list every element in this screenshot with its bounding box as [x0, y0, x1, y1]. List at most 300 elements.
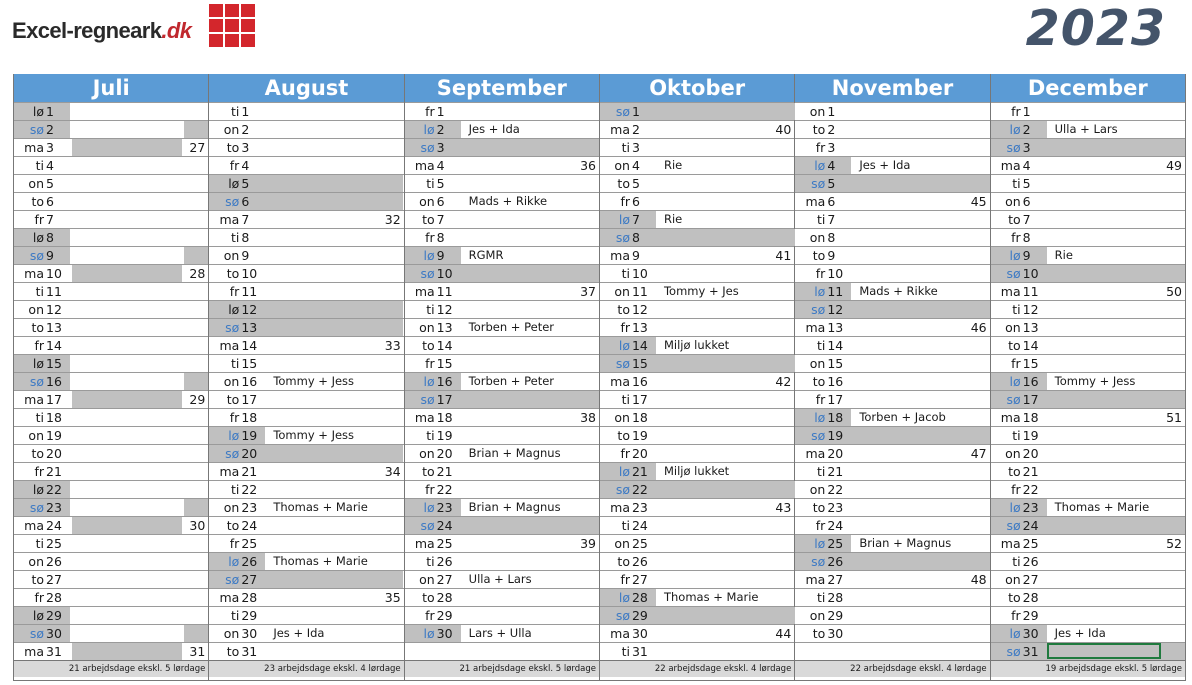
day-number: 18 — [631, 410, 648, 425]
day-number: 26 — [1022, 554, 1039, 569]
day-row[interactable] — [600, 480, 794, 498]
day-row[interactable] — [14, 570, 208, 588]
day-row[interactable] — [209, 192, 403, 210]
day-row[interactable] — [14, 210, 208, 228]
day-row[interactable] — [405, 552, 599, 570]
month-header[interactable]: September — [405, 74, 599, 102]
month-header[interactable]: Juli — [14, 74, 208, 102]
day-row[interactable] — [991, 390, 1185, 408]
day-row[interactable] — [991, 102, 1185, 120]
day-row[interactable] — [600, 642, 794, 660]
day-row[interactable] — [600, 246, 794, 264]
day-number: 11 — [1022, 284, 1039, 299]
day-row[interactable] — [405, 102, 599, 120]
day-row[interactable] — [14, 372, 208, 390]
day-row[interactable] — [405, 354, 599, 372]
day-row[interactable] — [14, 174, 208, 192]
day-row[interactable] — [14, 228, 208, 246]
day-row[interactable] — [209, 552, 403, 570]
day-row[interactable] — [14, 624, 208, 642]
day-row[interactable] — [991, 156, 1185, 174]
day-row[interactable] — [14, 642, 208, 660]
day-row[interactable] — [14, 336, 208, 354]
day-row[interactable] — [14, 120, 208, 138]
day-row[interactable] — [405, 120, 599, 138]
day-row[interactable] — [795, 534, 989, 552]
day-list — [405, 102, 599, 660]
day-row[interactable] — [14, 390, 208, 408]
day-number: 29 — [46, 608, 62, 623]
day-number: 22 — [436, 482, 453, 497]
day-row[interactable] — [405, 534, 599, 552]
weekday-label: to — [226, 266, 240, 281]
day-row[interactable] — [405, 570, 599, 588]
day-row[interactable] — [991, 192, 1185, 210]
day-row[interactable] — [14, 102, 208, 120]
weekday-label: on — [419, 320, 435, 335]
day-row[interactable] — [600, 390, 794, 408]
day-row[interactable] — [209, 354, 403, 372]
day-number: 13 — [827, 320, 844, 335]
day-row[interactable] — [405, 372, 599, 390]
day-row[interactable] — [405, 282, 599, 300]
weekday-label: ti — [621, 392, 630, 407]
day-number: 5 — [1022, 176, 1031, 191]
day-row[interactable] — [795, 192, 989, 210]
day-row[interactable] — [795, 174, 989, 192]
day-row[interactable] — [209, 444, 403, 462]
weekday-label: ma — [610, 122, 630, 137]
day-note: Miljø lukket — [663, 464, 730, 478]
day-row[interactable] — [14, 282, 208, 300]
day-row[interactable] — [991, 228, 1185, 246]
weekday-label: sø — [420, 392, 435, 407]
weekday-label: sø — [29, 500, 44, 515]
day-row[interactable] — [795, 480, 989, 498]
day-row[interactable] — [405, 444, 599, 462]
day-row[interactable] — [405, 642, 599, 660]
weekday-label: fr — [815, 392, 826, 407]
day-number: 23 — [46, 500, 62, 515]
week-number: 49 — [1166, 158, 1182, 173]
day-row[interactable] — [991, 138, 1185, 156]
weekday-label: on — [1005, 572, 1021, 587]
day-number: 21 — [241, 464, 258, 479]
day-row[interactable] — [209, 498, 403, 516]
day-note: Jes + Ida — [468, 122, 520, 136]
week-number: 30 — [189, 518, 206, 533]
day-row[interactable] — [405, 588, 599, 606]
day-row[interactable] — [405, 408, 599, 426]
day-row[interactable] — [991, 516, 1185, 534]
day-row[interactable] — [209, 588, 403, 606]
day-row[interactable] — [14, 246, 208, 264]
day-row[interactable] — [14, 606, 208, 624]
day-number: 13 — [241, 320, 258, 335]
weekday-label: on — [223, 500, 240, 515]
day-row[interactable] — [600, 228, 794, 246]
day-number: 28 — [827, 590, 844, 605]
day-note: Ulla + Lars — [468, 572, 532, 586]
day-row[interactable] — [991, 264, 1185, 282]
weekday-label: sø — [1006, 266, 1021, 281]
day-row[interactable] — [600, 624, 794, 642]
day-row[interactable] — [991, 624, 1185, 642]
day-row[interactable] — [795, 498, 989, 516]
day-row[interactable] — [209, 372, 403, 390]
day-row[interactable] — [600, 138, 794, 156]
day-row[interactable] — [991, 534, 1185, 552]
day-row[interactable] — [600, 120, 794, 138]
weekday-label: on — [419, 194, 435, 209]
workdays-footer: 21 arbejdsdage ekskl. 5 lørdage — [405, 660, 599, 677]
day-row[interactable] — [209, 210, 403, 228]
day-row[interactable] — [795, 588, 989, 606]
day-row[interactable] — [14, 480, 208, 498]
day-number: 15 — [436, 356, 453, 371]
day-row[interactable] — [795, 462, 989, 480]
weekday-label: fr — [1011, 104, 1021, 119]
day-number: 21 — [631, 464, 648, 479]
day-row[interactable] — [991, 588, 1185, 606]
day-row[interactable] — [795, 336, 989, 354]
weekday-label: sø — [615, 608, 630, 623]
day-row[interactable] — [795, 570, 989, 588]
weekday-label: to — [617, 554, 630, 569]
day-row[interactable] — [405, 318, 599, 336]
weekend-bar — [1047, 517, 1185, 534]
weekday-label: ma — [1000, 284, 1021, 299]
day-number: 29 — [241, 608, 258, 623]
weekday-label: ma — [414, 536, 435, 551]
day-row[interactable] — [991, 372, 1185, 390]
day-row[interactable] — [14, 300, 208, 318]
weekday-label: lø — [423, 626, 435, 641]
day-row[interactable] — [991, 336, 1185, 354]
weekday-label: fr — [229, 536, 240, 551]
day-row[interactable] — [600, 282, 794, 300]
day-row[interactable] — [405, 300, 599, 318]
day-row[interactable] — [991, 498, 1185, 516]
day-row[interactable] — [991, 174, 1185, 192]
day-row[interactable] — [209, 642, 403, 660]
day-row[interactable] — [795, 606, 989, 624]
day-row[interactable] — [795, 300, 989, 318]
day-number: 18 — [241, 410, 258, 425]
day-row[interactable] — [795, 228, 989, 246]
day-number: 6 — [46, 194, 54, 209]
weekday-label: ma — [414, 284, 435, 299]
day-row[interactable] — [991, 444, 1185, 462]
day-row[interactable] — [795, 282, 989, 300]
day-row[interactable] — [795, 102, 989, 120]
weekday-label: to — [422, 590, 435, 605]
day-row[interactable] — [600, 102, 794, 120]
month-header[interactable]: December — [991, 74, 1185, 102]
day-row[interactable] — [600, 318, 794, 336]
day-number: 23 — [631, 500, 648, 515]
day-row[interactable] — [209, 462, 403, 480]
day-number: 7 — [46, 212, 54, 227]
day-row[interactable] — [14, 156, 208, 174]
day-row[interactable] — [795, 246, 989, 264]
day-row[interactable] — [14, 588, 208, 606]
day-row[interactable] — [14, 534, 208, 552]
day-row[interactable] — [795, 372, 989, 390]
day-row[interactable] — [405, 138, 599, 156]
day-row[interactable] — [991, 408, 1185, 426]
workdays-footer: 23 arbejdsdage ekskl. 4 lørdage — [209, 660, 403, 677]
day-number: 1 — [631, 104, 640, 119]
day-row[interactable] — [600, 174, 794, 192]
weekday-label: to — [226, 518, 240, 533]
month-header[interactable]: November — [795, 74, 989, 102]
day-row[interactable] — [600, 426, 794, 444]
weekend-bar — [1047, 265, 1185, 282]
day-row[interactable] — [600, 534, 794, 552]
weekday-label: ma — [219, 464, 240, 479]
weekend-bar — [461, 265, 599, 282]
day-note: Miljø lukket — [663, 338, 730, 352]
day-row[interactable] — [795, 120, 989, 138]
day-number: 4 — [241, 158, 250, 173]
day-row[interactable] — [600, 444, 794, 462]
day-row[interactable] — [14, 354, 208, 372]
workdays-footer: 19 arbejdsdage ekskl. 5 lørdage — [991, 660, 1185, 677]
day-row[interactable] — [209, 624, 403, 642]
day-row[interactable] — [209, 102, 403, 120]
day-row[interactable] — [600, 264, 794, 282]
weekday-label: lø — [1009, 500, 1021, 515]
weekday-label: sø — [811, 428, 826, 443]
day-row[interactable] — [209, 570, 403, 588]
day-row[interactable] — [209, 336, 403, 354]
day-number: 17 — [46, 392, 62, 407]
day-row[interactable] — [209, 228, 403, 246]
day-row[interactable] — [405, 264, 599, 282]
day-row[interactable] — [209, 516, 403, 534]
weekday-label: to — [226, 392, 240, 407]
day-row[interactable] — [991, 300, 1185, 318]
day-row[interactable] — [405, 498, 599, 516]
day-row[interactable] — [405, 246, 599, 264]
day-row[interactable] — [795, 354, 989, 372]
day-row[interactable] — [600, 156, 794, 174]
day-row[interactable] — [14, 264, 208, 282]
day-row[interactable] — [209, 390, 403, 408]
day-row[interactable] — [991, 480, 1185, 498]
day-number: 3 — [827, 140, 836, 155]
weekday-label: fr — [1011, 482, 1021, 497]
day-row[interactable] — [600, 606, 794, 624]
day-row[interactable] — [795, 390, 989, 408]
day-row[interactable] — [795, 642, 989, 660]
day-row[interactable] — [14, 192, 208, 210]
day-row[interactable] — [209, 426, 403, 444]
weekday-label: lø — [32, 356, 44, 371]
day-number: 29 — [436, 608, 453, 623]
day-row[interactable] — [405, 390, 599, 408]
weekday-label: sø — [1006, 644, 1021, 659]
weekday-label: ma — [24, 266, 44, 281]
weekday-label: to — [31, 572, 44, 587]
day-row[interactable] — [209, 246, 403, 264]
day-note: Thomas + Marie — [1054, 500, 1150, 514]
day-row[interactable] — [991, 552, 1185, 570]
day-row[interactable] — [991, 246, 1185, 264]
day-row[interactable] — [991, 282, 1185, 300]
day-row[interactable] — [991, 210, 1185, 228]
day-row[interactable] — [795, 264, 989, 282]
day-row[interactable] — [209, 606, 403, 624]
weekday-label: sø — [225, 194, 240, 209]
day-row[interactable] — [14, 138, 208, 156]
day-row[interactable] — [209, 174, 403, 192]
day-number: 25 — [827, 536, 844, 551]
day-row[interactable] — [795, 552, 989, 570]
weekday-label: ma — [805, 194, 826, 209]
day-row[interactable] — [209, 534, 403, 552]
day-row[interactable] — [795, 426, 989, 444]
day-row[interactable] — [795, 444, 989, 462]
day-row[interactable] — [209, 408, 403, 426]
day-row[interactable] — [405, 336, 599, 354]
day-row[interactable] — [209, 480, 403, 498]
weekday-label: to — [617, 302, 630, 317]
day-row[interactable] — [795, 624, 989, 642]
day-row[interactable] — [795, 516, 989, 534]
day-row[interactable] — [991, 318, 1185, 336]
day-row[interactable] — [991, 120, 1185, 138]
day-row[interactable] — [209, 282, 403, 300]
day-row[interactable] — [600, 336, 794, 354]
day-row[interactable] — [209, 318, 403, 336]
day-row[interactable] — [405, 228, 599, 246]
weekday-label: sø — [615, 104, 630, 119]
week-number: 36 — [580, 158, 596, 173]
day-row[interactable] — [600, 570, 794, 588]
day-note: Jes + Ida — [859, 158, 911, 172]
month-header[interactable]: August — [209, 74, 403, 102]
day-row[interactable] — [795, 210, 989, 228]
day-number: 12 — [631, 302, 648, 317]
weekday-label: lø — [228, 176, 240, 191]
day-row[interactable] — [405, 516, 599, 534]
weekday-label: lø — [814, 410, 826, 425]
day-row[interactable] — [14, 318, 208, 336]
day-row[interactable] — [14, 444, 208, 462]
weekday-label: fr — [1011, 230, 1021, 245]
day-row[interactable] — [405, 210, 599, 228]
day-row[interactable] — [600, 552, 794, 570]
day-row[interactable] — [991, 570, 1185, 588]
day-list — [795, 102, 989, 660]
day-list — [209, 102, 403, 660]
day-row[interactable] — [14, 462, 208, 480]
selected-cell[interactable] — [1047, 643, 1161, 659]
day-row[interactable] — [991, 354, 1185, 372]
day-number: 17 — [631, 392, 648, 407]
day-row[interactable] — [600, 516, 794, 534]
day-number: 17 — [241, 392, 258, 407]
workdays-footer: 21 arbejdsdage ekskl. 5 lørdage — [14, 660, 208, 677]
day-row[interactable] — [209, 138, 403, 156]
day-note: Thomas + Marie — [273, 500, 368, 514]
day-number: 24 — [1022, 518, 1039, 533]
day-row[interactable] — [405, 174, 599, 192]
day-row[interactable] — [991, 426, 1185, 444]
day-row[interactable] — [209, 264, 403, 282]
day-row[interactable] — [14, 516, 208, 534]
day-number: 28 — [241, 590, 258, 605]
day-row[interactable] — [405, 480, 599, 498]
day-row[interactable] — [795, 138, 989, 156]
day-row[interactable] — [991, 606, 1185, 624]
day-number: 28 — [46, 590, 62, 605]
day-row[interactable] — [14, 408, 208, 426]
day-row[interactable] — [405, 426, 599, 444]
day-row[interactable] — [209, 300, 403, 318]
day-number: 16 — [46, 374, 62, 389]
logo-grid-icon — [209, 4, 255, 46]
day-row[interactable] — [600, 210, 794, 228]
day-number: 30 — [631, 626, 648, 641]
day-row[interactable] — [600, 354, 794, 372]
day-row[interactable] — [795, 156, 989, 174]
day-row[interactable] — [600, 372, 794, 390]
day-row[interactable] — [600, 192, 794, 210]
day-row[interactable] — [991, 642, 1185, 660]
day-row[interactable] — [600, 588, 794, 606]
workdays-footer: 22 arbejdsdage ekskl. 4 lørdage — [795, 660, 989, 677]
day-row[interactable] — [600, 462, 794, 480]
day-number: 11 — [827, 284, 844, 299]
day-number: 20 — [631, 446, 648, 461]
day-list — [600, 102, 794, 660]
day-row[interactable] — [600, 498, 794, 516]
day-note: Lars + Ulla — [468, 626, 532, 640]
day-number: 1 — [46, 104, 54, 119]
day-list — [14, 102, 208, 660]
day-row[interactable] — [14, 552, 208, 570]
weekday-label: ti — [35, 410, 44, 425]
day-row[interactable] — [405, 156, 599, 174]
day-row[interactable] — [14, 498, 208, 516]
day-row[interactable] — [209, 120, 403, 138]
day-row[interactable] — [405, 192, 599, 210]
day-row[interactable] — [405, 624, 599, 642]
day-row[interactable] — [405, 606, 599, 624]
weekday-label: ti — [621, 140, 630, 155]
day-number: 26 — [241, 554, 258, 569]
weekday-label: ma — [219, 590, 240, 605]
day-row[interactable] — [991, 462, 1185, 480]
day-row[interactable] — [600, 408, 794, 426]
day-row[interactable] — [600, 300, 794, 318]
day-number: 22 — [827, 482, 844, 497]
day-number: 9 — [631, 248, 640, 263]
weekday-label: on — [614, 410, 630, 425]
day-row[interactable] — [405, 462, 599, 480]
month-header[interactable]: Oktober — [600, 74, 794, 102]
day-row[interactable] — [209, 156, 403, 174]
day-row[interactable] — [14, 426, 208, 444]
day-number: 14 — [46, 338, 62, 353]
day-row[interactable] — [795, 408, 989, 426]
day-row[interactable] — [795, 318, 989, 336]
weekday-label: fr — [1011, 608, 1021, 623]
day-number: 12 — [436, 302, 453, 317]
